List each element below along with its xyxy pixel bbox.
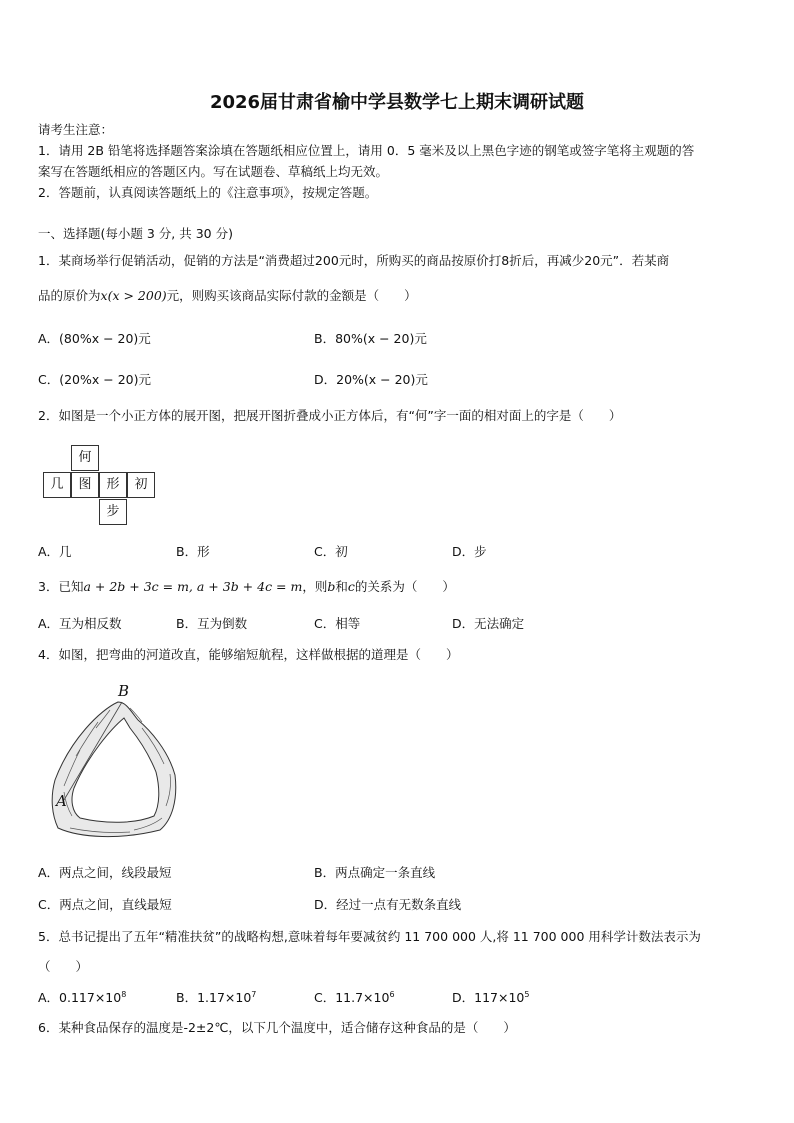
q3-stem — [38, 577, 455, 595]
q5-line-1: 5．总书记提出了五年“精准扶贫”的战略构想,意味着每年要减贫约 11 700 000 人,将 11 700 000 用科学计数法表示为 — [38, 929, 701, 944]
q3-option-d[interactable]: D．无法确定 — [452, 616, 525, 631]
q4-option-a[interactable]: A．两点之间，线段最短 — [38, 865, 172, 880]
q3-option-a[interactable]: A．互为相反数 — [38, 616, 122, 631]
q2-option-d[interactable]: D．步 — [452, 544, 487, 559]
net-cell-ji: 几 — [43, 472, 71, 498]
q3-mid: ，则 — [302, 579, 328, 594]
q5-a-text: A．0.117×10 — [38, 990, 122, 1005]
q1-option-d[interactable]: D．20%(x − 20)元 — [314, 372, 428, 387]
q4-option-d[interactable]: D．经过一点有无数条直线 — [314, 897, 462, 912]
q3-option-c[interactable]: C．相等 — [314, 616, 361, 631]
q4-option-c[interactable]: C．两点之间，直线最短 — [38, 897, 172, 912]
label-b: B — [118, 682, 130, 700]
q1-line-2 — [38, 286, 417, 304]
notice-heading: 请考生注意： — [38, 122, 114, 137]
q5-c-text: C．11.7×10 — [314, 990, 390, 1005]
q2-option-b[interactable]: B．形 — [176, 544, 210, 559]
q5-d-text: D．117×10 — [452, 990, 525, 1005]
net-cell-he: 何 — [71, 445, 99, 471]
q1-line-2-pre: 品的原价为 — [38, 288, 101, 303]
q4-option-b[interactable]: B．两点确定一条直线 — [314, 865, 436, 880]
river-figure — [50, 680, 190, 850]
q1-option-b[interactable]: B．80%(x − 20)元 — [314, 331, 427, 346]
q3-option-b[interactable]: B．互为倒数 — [176, 616, 248, 631]
q3-and: 和 — [335, 579, 348, 594]
cube-net — [42, 445, 162, 525]
q1-line-2-post: 元，则购买该商品实际付款的金额是（ ） — [166, 288, 417, 303]
q1-option-c[interactable]: C．(20%x − 20)元 — [38, 372, 151, 387]
net-cell-tu: 图 — [71, 472, 99, 498]
q6-stem: 6．某种食品保存的温度是-2±2℃，以下几个温度中，适合储存这种食品的是（ ） — [38, 1020, 516, 1035]
notice-line-1a: 1．请用 2B 铅笔将选择题答案涂填在答题纸相应位置上，请用 0．5 毫米及以上黑色字迹的钢笔或签字笔将主观题的答 — [38, 143, 695, 158]
q5-line-2: （ ） — [38, 959, 89, 974]
q2-option-c[interactable]: C．初 — [314, 544, 348, 559]
q5-option-c[interactable] — [314, 988, 395, 1006]
page-title: 2026届甘肃省榆中学县数学七上期末调研试题 — [209, 92, 585, 113]
section-heading: 一、选择题(每小题 3 分, 共 30 分) — [38, 226, 233, 241]
q3-pre: 3．已知 — [38, 579, 84, 594]
q5-a-exp: 8 — [121, 989, 127, 999]
net-cell-xing: 形 — [99, 472, 127, 498]
q1-option-a[interactable]: A．(80%x − 20)元 — [38, 331, 151, 346]
q5-b-text: B．1.17×10 — [176, 990, 252, 1005]
q3-var-b: b — [327, 579, 336, 594]
q4-stem: 4．如图，把弯曲的河道改直，能够缩短航程，这样做根据的道理是（ ） — [38, 647, 459, 662]
q1-line-1: 1．某商场举行促销活动，促销的方法是“消费超过200元时，所购买的商品按原价打8折后，再减少20元”．若某商 — [38, 253, 670, 268]
net-cell-bu: 步 — [99, 499, 127, 525]
q5-c-exp: 6 — [389, 989, 395, 999]
label-a: A — [56, 792, 67, 810]
q5-b-exp: 7 — [251, 989, 257, 999]
q1-math: x(x > 200) — [100, 288, 167, 303]
q3-math: a + 2b + 3c = m, a + 3b + 4c = m — [83, 579, 303, 594]
q5-option-a[interactable] — [38, 988, 126, 1006]
net-cell-chu: 初 — [127, 472, 155, 498]
q3-post: 的关系为（ ） — [354, 579, 455, 594]
q2-option-a[interactable]: A．几 — [38, 544, 72, 559]
notice-line-1b: 案写在答题纸相应的答题区内。写在试题卷、草稿纸上均无效。 — [38, 164, 389, 179]
q5-d-exp: 5 — [524, 989, 530, 999]
q5-option-b[interactable] — [176, 988, 256, 1006]
q5-option-d[interactable] — [452, 988, 529, 1006]
q3-var-c: c — [347, 579, 355, 594]
q2-stem: 2．如图是一个小正方体的展开图，把展开图折叠成小正方体后，有“何”字一面的相对面上的字是（ ） — [38, 408, 622, 423]
notice-line-2: 2．答题前，认真阅读答题纸上的《注意事项》，按规定答题。 — [38, 185, 378, 200]
